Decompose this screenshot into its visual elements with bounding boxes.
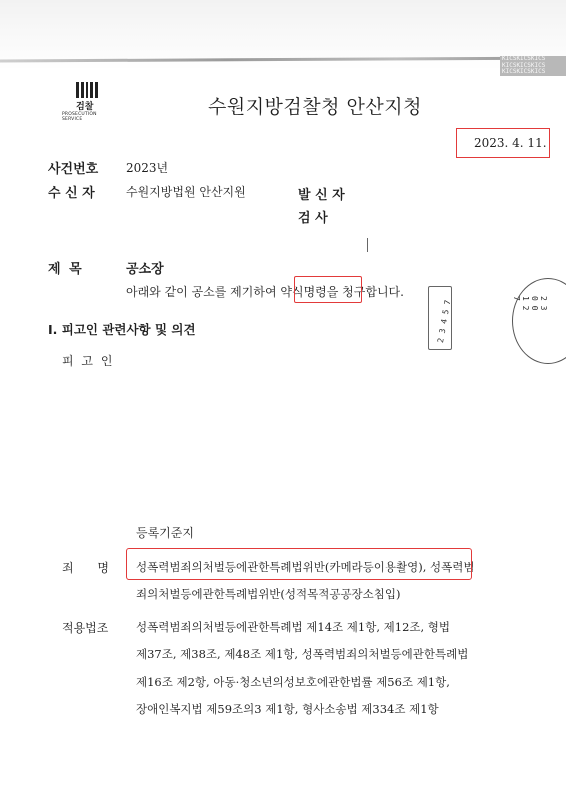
crime-highlight: 성폭력범죄의처벌등에관한특례법위반(카메라등이용촬영) (136, 560, 423, 574)
crime-rest: , 성폭력범 (422, 560, 475, 574)
request-sentence-highlight: 약식명령 (280, 285, 327, 299)
document-date: 2023. 4. 11. (474, 136, 547, 150)
stamp-date-frame (428, 286, 452, 350)
sender-label: 발 신 자 (298, 188, 345, 203)
office-title: 수원지방검찰청 안산지청 (208, 96, 422, 118)
stamp-digits-right: 2 3 0 0 1 2 7 (512, 296, 548, 311)
crime-highlight-box (126, 548, 472, 580)
case-number-value: 2023년 (126, 161, 169, 175)
logo-bars-icon (76, 82, 98, 98)
defendant-label: 피 고 인 (62, 354, 115, 368)
section1-heading: I. 피고인 관련사항 및 의견 (48, 322, 196, 337)
scan-mark (367, 238, 368, 252)
statute-line-1: 성폭력범죄의처벌등에관한특례법 제14조 제1항, 제12조, 형법 (136, 620, 451, 634)
prosecutor-label: 검 사 (298, 211, 328, 226)
recipient-label: 수 신 자 (48, 186, 95, 201)
subject-value: 공소장 (126, 262, 164, 277)
summary-order-highlight-box (294, 276, 362, 303)
prosecution-logo (62, 82, 112, 122)
statute-line-4: 장애인복지법 제59조의3 제1항, 형사소송법 제334조 제1항 (136, 702, 439, 716)
crime-line2: 죄의처벌등에관한특례법위반(성적목적공공장소침입) (136, 587, 401, 601)
crime-label: 죄 명 (62, 561, 109, 575)
subject-label: 제 목 (48, 262, 84, 277)
statute-line-3: 제16조 제2항, 아동·청소년의성보호에관한법률 제56조 제1항, (136, 675, 450, 689)
request-sentence-before: 아래와 같이 공소를 제기하여 (126, 285, 277, 299)
stamp-digits-left: 2 3 4 5 7 (436, 299, 453, 344)
receipt-stamp-right (512, 278, 566, 364)
kics-corner-code: KICSKICSKICS KICSKICSKICS KICSKICSKICS (500, 56, 566, 76)
statutes-label: 적용법조 (62, 621, 109, 635)
recipient-value: 수원지방법원 안산지원 (126, 185, 246, 199)
registered-domicile-label: 등록기준지 (136, 526, 194, 540)
logo-subtext: PROSECUTION SERVICE (62, 112, 97, 122)
logo-text: 검찰 (76, 102, 94, 112)
case-number-label: 사건번호 (48, 162, 99, 177)
request-sentence-after: 을 청구합니다. (326, 285, 404, 299)
request-sentence (126, 283, 404, 300)
statute-line-2: 제37조, 제38조, 제48조 제1항, 성폭력범죄의처벌등에관한특례법 (136, 647, 469, 661)
